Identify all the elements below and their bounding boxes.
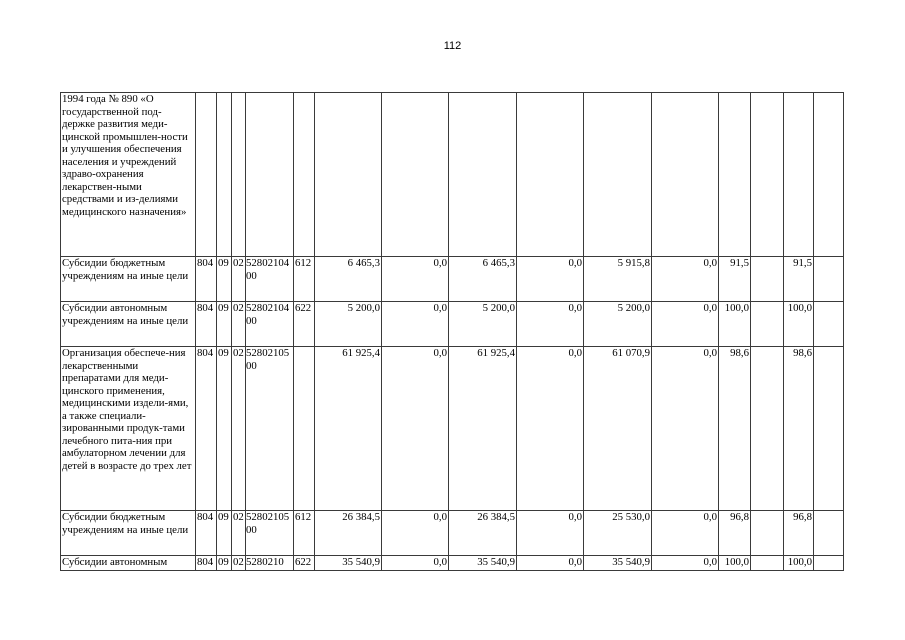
value-4: 0,0 (517, 511, 584, 556)
table-row (61, 556, 844, 571)
value-1: 26 384,5 (315, 511, 382, 556)
percent-1: 96,8 (719, 511, 751, 556)
row-name: Субсидии автономным учреждениям на иные цели (61, 302, 196, 347)
value-6: 0,0 (652, 511, 719, 556)
table-row (61, 257, 844, 302)
value-1: 35 540,9 (315, 556, 382, 571)
value-3: 26 384,5 (449, 511, 517, 556)
row-name: Субсидии автономным (61, 556, 196, 571)
value-2: 0,0 (382, 302, 449, 347)
value-3: 35 540,9 (449, 556, 517, 571)
empty-cell (751, 347, 784, 511)
value-5 (584, 93, 652, 257)
value-1: 61 925,4 (315, 347, 382, 511)
empty-cell (814, 93, 844, 257)
value-2: 0,0 (382, 511, 449, 556)
percent-2: 98,6 (784, 347, 814, 511)
value-1: 5 200,0 (315, 302, 382, 347)
section-code: 09 (217, 347, 232, 511)
empty-cell (751, 511, 784, 556)
subsection-code (232, 93, 246, 257)
value-2: 0,0 (382, 347, 449, 511)
value-3 (449, 93, 517, 257)
section-code (217, 93, 232, 257)
target-article-code: 5280210 (246, 556, 294, 571)
empty-cell (751, 302, 784, 347)
expense-type-code (294, 347, 315, 511)
table-row (61, 302, 844, 347)
expense-type-code: 612 (294, 257, 315, 302)
subsection-code: 02 (232, 257, 246, 302)
empty-cell (814, 302, 844, 347)
value-3: 5 200,0 (449, 302, 517, 347)
ved-code: 804 (196, 511, 217, 556)
percent-1: 98,6 (719, 347, 751, 511)
percent-1: 100,0 (719, 556, 751, 571)
expense-type-code: 622 (294, 302, 315, 347)
percent-2: 91,5 (784, 257, 814, 302)
empty-cell (814, 511, 844, 556)
value-5: 5 915,8 (584, 257, 652, 302)
value-3: 6 465,3 (449, 257, 517, 302)
value-4: 0,0 (517, 302, 584, 347)
table-row (61, 511, 844, 556)
empty-cell (751, 257, 784, 302)
target-article-code: 5280210500 (246, 347, 294, 511)
subsection-code: 02 (232, 302, 246, 347)
ved-code: 804 (196, 347, 217, 511)
value-6: 0,0 (652, 556, 719, 571)
target-article-code: 5280210500 (246, 511, 294, 556)
value-6: 0,0 (652, 347, 719, 511)
table-row (61, 347, 844, 511)
value-4 (517, 93, 584, 257)
subsection-code: 02 (232, 556, 246, 571)
ved-code: 804 (196, 302, 217, 347)
value-4: 0,0 (517, 556, 584, 571)
value-2: 0,0 (382, 556, 449, 571)
row-name: Субсидии бюджетным учреждениям на иные цели (61, 257, 196, 302)
percent-1: 91,5 (719, 257, 751, 302)
row-name: 1994 года № 890 «О государственной под-держке развития меди-цинской промышлен-ности и улучшения обеспечения населения и учреждений здраво-охранения лекарствен-ными средствами и из-делиями медицинского назначения» (61, 93, 196, 257)
value-5: 5 200,0 (584, 302, 652, 347)
value-5: 25 530,0 (584, 511, 652, 556)
ved-code: 804 (196, 257, 217, 302)
value-6: 0,0 (652, 302, 719, 347)
percent-2: 96,8 (784, 511, 814, 556)
expense-type-code: 622 (294, 556, 315, 571)
value-3: 61 925,4 (449, 347, 517, 511)
target-article-code (246, 93, 294, 257)
value-6 (652, 93, 719, 257)
expense-type-code: 612 (294, 511, 315, 556)
budget-table (60, 92, 844, 571)
value-2: 0,0 (382, 257, 449, 302)
row-name: Субсидии бюджетным учреждениям на иные цели (61, 511, 196, 556)
value-4: 0,0 (517, 257, 584, 302)
section-code: 09 (217, 257, 232, 302)
percent-2: 100,0 (784, 302, 814, 347)
value-4: 0,0 (517, 347, 584, 511)
section-code: 09 (217, 302, 232, 347)
value-5: 35 540,9 (584, 556, 652, 571)
empty-cell (814, 347, 844, 511)
page-number: 112 (443, 40, 462, 52)
percent-1: 100,0 (719, 302, 751, 347)
value-1 (315, 93, 382, 257)
table-row (61, 93, 844, 257)
empty-cell (814, 556, 844, 571)
percent-1 (719, 93, 751, 257)
empty-cell (751, 556, 784, 571)
percent-2 (784, 93, 814, 257)
row-name: Организация обеспече-ния лекарственными препаратами для меди-цинского применения, медицинскими издели-ями, а также специали-зированными продук-тами лечебного пита-ния при амбулаторном лечении для детей в возрасте до трех лет (61, 347, 196, 511)
value-6: 0,0 (652, 257, 719, 302)
subsection-code: 02 (232, 511, 246, 556)
percent-2: 100,0 (784, 556, 814, 571)
subsection-code: 02 (232, 347, 246, 511)
empty-cell (814, 257, 844, 302)
value-1: 6 465,3 (315, 257, 382, 302)
value-5: 61 070,9 (584, 347, 652, 511)
empty-cell (751, 93, 784, 257)
target-article-code: 5280210400 (246, 302, 294, 347)
target-article-code: 5280210400 (246, 257, 294, 302)
section-code: 09 (217, 556, 232, 571)
value-2 (382, 93, 449, 257)
ved-code: 804 (196, 556, 217, 571)
section-code: 09 (217, 511, 232, 556)
ved-code (196, 93, 217, 257)
expense-type-code (294, 93, 315, 257)
